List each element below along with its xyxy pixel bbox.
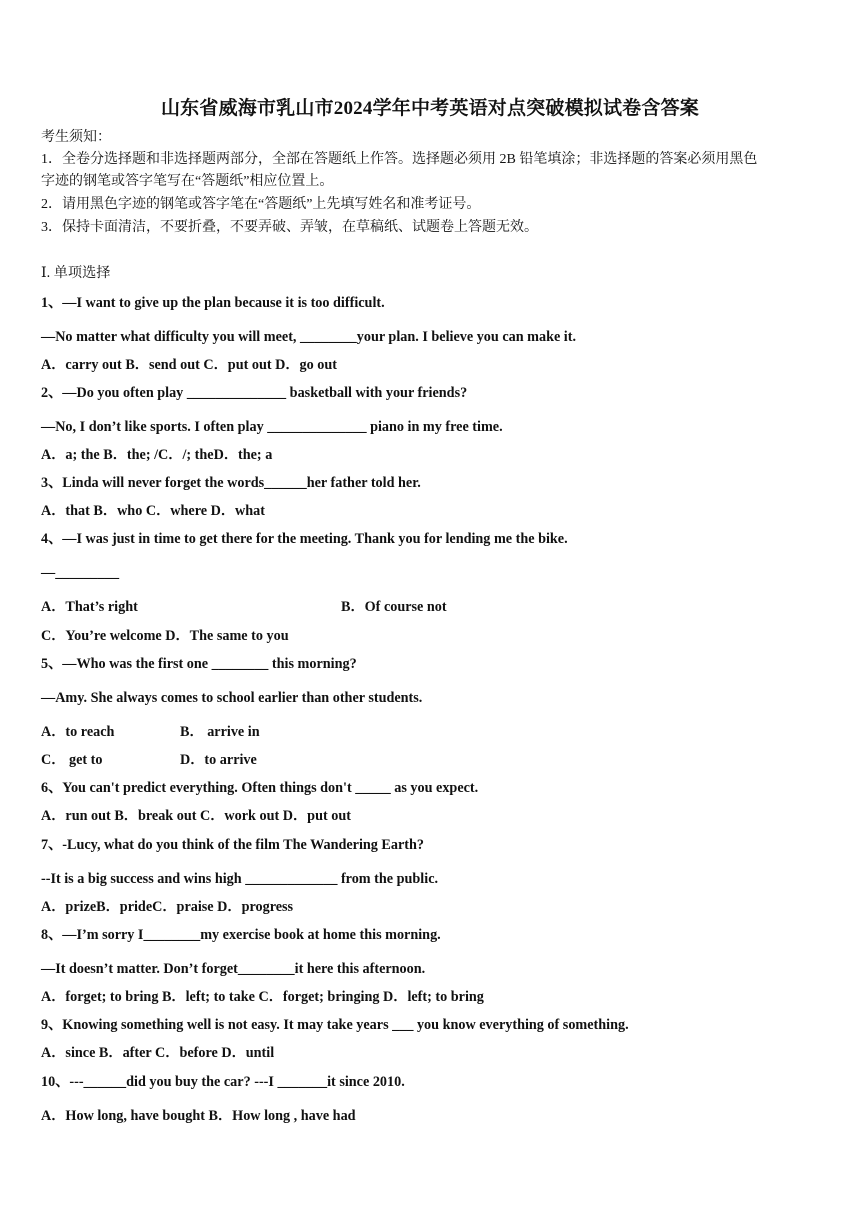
- question-5-option-d: D．to arrive: [180, 752, 257, 768]
- question-10: 10、---______did you buy the car? ---I _______it since 2010.: [41, 1074, 405, 1090]
- question-9: 9、Knowing something well is not easy. It may take years ___ you know everything of something.: [41, 1017, 629, 1033]
- question-4-reply: —_________: [41, 565, 120, 581]
- question-7-reply: --It is a big success and wins high _____________ from the public.: [41, 871, 439, 887]
- question-7-options: A．prizeB．prideC．praise D．progress: [41, 899, 294, 915]
- question-3-options: A．that B．who C．where D．what: [41, 503, 265, 519]
- question-5-reply: —Amy. She always comes to school earlier than other students.: [41, 690, 423, 706]
- question-2-reply: —No, I don’t like sports. I often play ______________ piano in my free time.: [41, 419, 503, 435]
- question-8-options: A．forget; to bring B．left; to take C．forget; bringing D．left; to bring: [41, 989, 484, 1005]
- exam-title: 山东省威海市乳山市2024学年中考英语对点突破模拟试卷含答案: [160, 98, 699, 119]
- question-5: 5、—Who was the first one ________ this morning?: [41, 656, 357, 672]
- question-5-option-a: A．to reach: [41, 724, 115, 740]
- question-4-option-a: A．That’s right: [41, 599, 138, 615]
- question-1: 1、—I want to give up the plan because it is too difficult.: [41, 295, 385, 311]
- question-6: 6、You can't predict everything. Often things don't _____ as you expect.: [41, 780, 479, 796]
- notice-line: 3．保持卡面清洁，不要折叠，不要弄破、弄皱，在草稿纸、试题卷上答题无效。: [41, 220, 538, 235]
- question-1-reply: —No matter what difficulty you will meet, ________your plan. I believe you can make it.: [41, 329, 577, 345]
- notice-line: 1．全卷分选择题和非选择题两部分，全部在答题纸上作答。选择题必须用 2B 铅笔填涂；非选择题的答案必须用黑色: [41, 152, 758, 167]
- question-3: 3、Linda will never forget the words______her father told her.: [41, 475, 421, 491]
- notice-line: 2．请用黑色字迹的钢笔或答字笔在“答题纸”上先填写姓名和准考证号。: [41, 197, 481, 212]
- notice-heading: 考生须知：: [41, 130, 111, 145]
- notice-line: 字迹的钢笔或答字笔写在“答题纸”相应位置上。: [41, 174, 334, 189]
- question-5-option-c: C． get to: [41, 752, 103, 768]
- question-4: 4、—I was just in time to get there for the meeting. Thank you for lending me the bike.: [41, 531, 568, 547]
- question-5-option-b: B． arrive in: [180, 724, 260, 740]
- section-heading: Ⅰ. 单项选择: [41, 265, 111, 281]
- question-8: 8、—I’m sorry I________my exercise book at home this morning.: [41, 927, 441, 943]
- question-2-options: A．a; the B．the; /C．/; theD．the; a: [41, 447, 273, 463]
- question-2: 2、—Do you often play ______________ basketball with your friends?: [41, 385, 468, 401]
- question-8-reply: —It doesn’t matter. Don’t forget________it here this afternoon.: [41, 961, 426, 977]
- question-7: 7、-Lucy, what do you think of the film The Wandering Earth?: [41, 837, 424, 853]
- question-1-options: A．carry out B．send out C．put out D．go out: [41, 357, 337, 373]
- question-10-options: A．How long, have bought B．How long , have had: [41, 1108, 356, 1124]
- question-6-options: A．run out B．break out C．work out D．put out: [41, 808, 351, 824]
- question-4-option-b: B．Of course not: [341, 599, 447, 615]
- question-4-options-cd: C．You’re welcome D．The same to you: [41, 628, 289, 644]
- question-9-options: A．since B．after C．before D．until: [41, 1045, 275, 1061]
